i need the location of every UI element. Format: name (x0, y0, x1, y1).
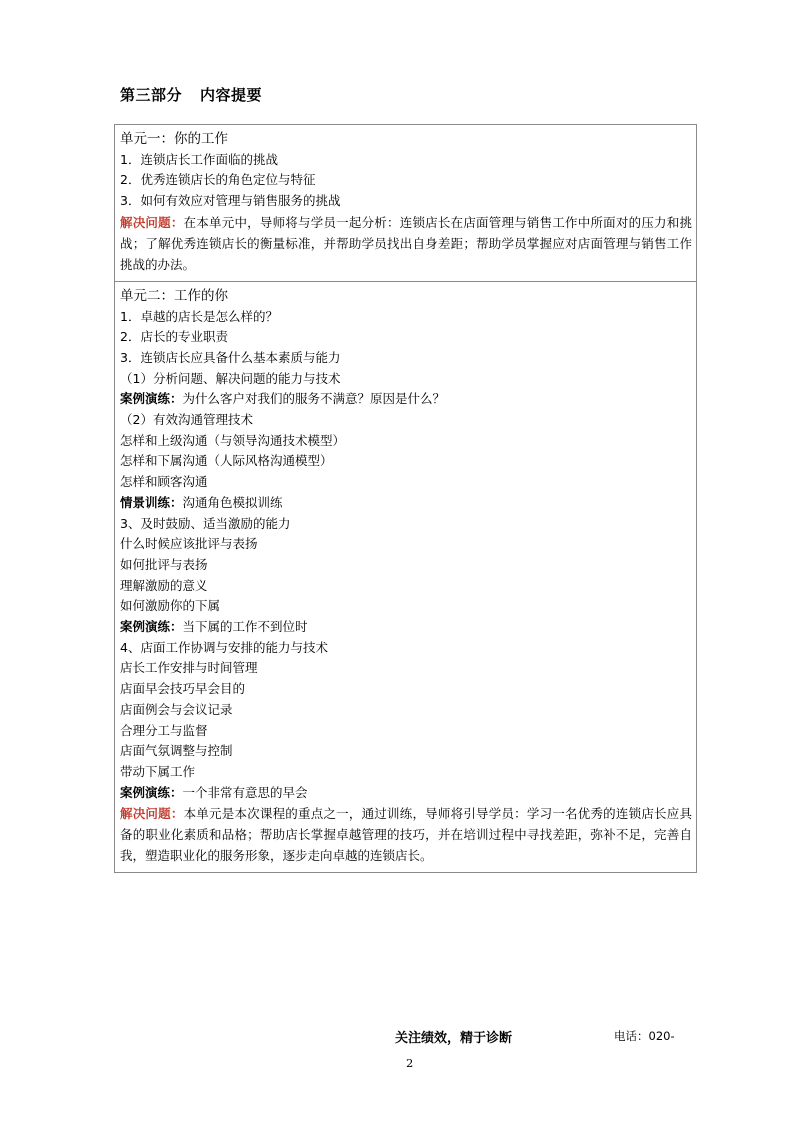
unit2-line: 2．店长的专业职责 (120, 329, 228, 345)
footer-phone: 电话：020- (614, 1029, 675, 1043)
unit2-line: （2）有效沟通管理技术 (120, 412, 253, 428)
unit1-cell (115, 125, 697, 282)
unit2-line: 怎样和上级沟通（与领导沟通技术模型） (120, 432, 346, 448)
unit2-line: 如何批评与表扬 (120, 556, 208, 572)
unit2-line: 怎样和顾客沟通 (120, 474, 208, 490)
unit2-line: 如何激励你的下属 (120, 598, 221, 614)
unit2-line: 店长工作安排与时间管理 (120, 660, 258, 676)
case-label: 案例演练： (120, 391, 183, 407)
unit2-line: 店面气氛调整与控制 (120, 743, 233, 759)
unit2-line: 合理分工与监督 (120, 722, 208, 738)
case-text: 当下属的工作不到位时 (182, 619, 308, 635)
unit-row (115, 125, 697, 282)
unit2-solve-paragraph (120, 803, 692, 866)
scene-label: 情景训练： (120, 494, 183, 510)
unit1-title: 单元一：你的工作 (120, 131, 228, 147)
unit2-line: 理解激励的意义 (120, 577, 208, 593)
unit2-line: 4、店面工作协调与安排的能力与技术 (120, 639, 328, 655)
section-title (120, 84, 262, 105)
unit2-line: 店面例会与会议记录 (120, 701, 233, 717)
scene-text: 沟通角色模拟训练 (182, 494, 283, 510)
unit2-line: 什么时候应该批评与表扬 (120, 536, 258, 552)
unit2-line: 店面早会技巧早会目的 (120, 681, 246, 697)
case-line (120, 617, 692, 638)
section-name: 内容提要 (200, 86, 263, 104)
unit2-line: 3．连锁店长应具备什么基本素质与能力 (120, 349, 341, 365)
section-part: 第三部分 (120, 86, 183, 104)
unit2-title: 单元二：工作的你 (120, 287, 228, 304)
unit1-item: 3．如何有效应对管理与销售服务的挑战 (120, 193, 341, 209)
unit1-item: 2．优秀连锁店长的角色定位与特征 (120, 172, 316, 188)
unit2-line: 带动下属工作 (120, 763, 196, 779)
solve-text: 在本单元中，导师将与学员一起分析：连锁店长在店面管理与销售工作中所面对的压力和挑战；了解优秀连锁店长的衡量标准，并帮助学员找出自身差距；帮助学员掌握应对店面管理与销售工作挑战的办法。 (120, 214, 692, 272)
case-line (120, 389, 692, 410)
unit2-line: 1．卓越的店长是怎么样的？ (120, 308, 278, 324)
content-table (114, 124, 697, 873)
unit1-item: 1．连锁店长工作面临的挑战 (120, 151, 278, 167)
unit2-cell (115, 281, 697, 873)
case-text: 为什么客户对我们的服务不满意？原因是什么？ (182, 391, 446, 407)
case-line (120, 783, 692, 804)
case-text: 一个非常有意思的早会 (182, 784, 308, 800)
page-number: 2 (406, 1056, 414, 1070)
case-label: 案例演练： (120, 784, 183, 800)
unit2-line: 3、及时鼓励、适当激励的能力 (120, 515, 291, 531)
solve-text: 本单元是本次课程的重点之一，通过训练，导师将引导学员：学习一名优秀的连锁店长应具备的职业化素质和品格；帮助店长掌握卓越管理的技巧，并在培训过程中寻找差距，弥补不足，完善自我，塑造职业化的服务形象，逐步走向卓越的连锁店长。 (120, 806, 692, 864)
unit2-line: 怎样和下属沟通（人际风格沟通模型） (120, 453, 333, 469)
scene-line (120, 493, 692, 514)
solve-label: 解决问题： (120, 214, 184, 230)
case-label: 案例演练： (120, 619, 183, 635)
unit1-solve-paragraph (120, 212, 692, 275)
unit-row (115, 281, 697, 873)
footer-slogan: 关注绩效，精于诊断 (395, 1031, 513, 1046)
solve-label: 解决问题： (120, 806, 184, 822)
unit2-line: （1）分析问题、解决问题的能力与技术 (120, 370, 341, 386)
